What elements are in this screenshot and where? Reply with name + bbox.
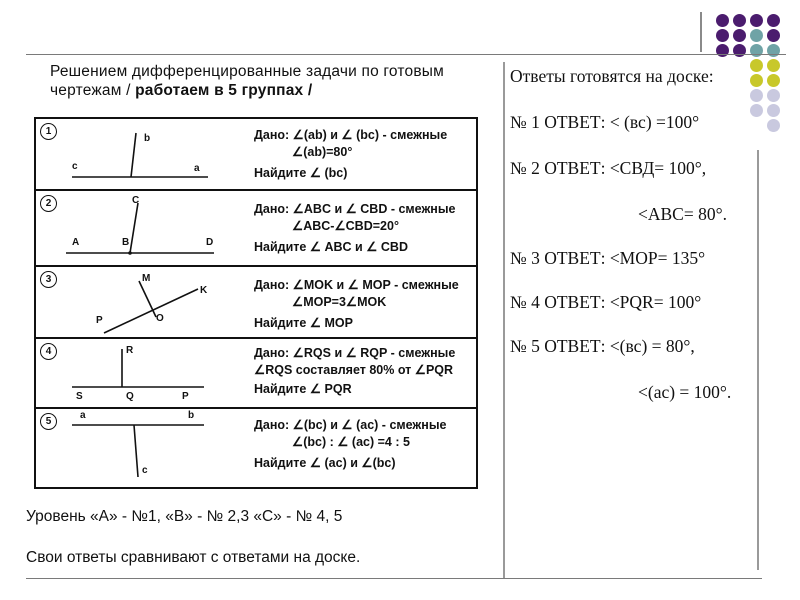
decor-dot [750,44,763,57]
given-line: Дано: ∠(bc) и ∠ (ac) - смежные [254,418,447,432]
decor-dot [767,59,780,72]
answer-2-cont: <АВС= 80°. [638,204,727,224]
given-line: Дано: ∠MOK и ∠ MOP - смежные [254,278,459,292]
label-b-5: b [188,410,195,421]
label-M: M [142,273,151,284]
decor-vertical-line-far [757,150,759,570]
task-3-given [254,277,459,332]
decor-dot [767,44,780,57]
label-P: P [96,315,103,326]
given-line: ∠(bc) : ∠ (ac) =4 : 5 [292,435,410,449]
answer-5-cont: <(ас) = 100°. [638,382,732,402]
tasks-table [34,117,478,489]
label-O: O [156,313,164,324]
ray-b [131,133,136,177]
decor-dot [750,104,763,117]
task-2-find: Найдите ∠ ABC и ∠ CBD [254,240,408,254]
top-rule [26,54,786,55]
given-line: Дано: ∠RQS и ∠ RQP - смежные [254,346,456,360]
decor-dot [750,29,763,42]
task-4-number: 4 [40,343,57,360]
task-4-find: Найдите ∠ PQR [254,382,352,396]
task-1-find: Найдите ∠ (bc) [254,166,348,180]
task-5 [36,409,476,487]
decor-dot [767,119,780,132]
decor-dot [750,59,763,72]
decor-dot [767,74,780,87]
decor-dot [767,14,780,27]
decor-dot [716,44,729,57]
header-line-1: Решением дифференцированные задачи по готовым [50,63,444,80]
answer-5: № 5 ОТВЕТ: <(вс) = 80°, [510,336,695,356]
task-3-number: 3 [40,271,57,288]
task-2-number: 2 [40,195,57,212]
decor-vertical-line-left [503,62,505,578]
label-S: S [76,391,83,402]
decor-dot [767,89,780,102]
label-A: A [72,237,80,248]
given-line: Дано: ∠ABC и ∠ CBD - смежные [254,202,456,216]
decor-vertical-line-right [700,12,702,52]
task-1 [36,119,476,191]
task-5-find: Найдите ∠ (ac) и ∠(bc) [254,456,396,470]
decor-dot [750,14,763,27]
label-a-5: a [80,410,86,421]
task-3-find: Найдите ∠ MOP [254,316,353,330]
task-2-diagram [36,191,251,267]
task-4-given [254,345,455,398]
header-line-2 [50,81,500,100]
given-line: Дано: ∠(ab) и ∠ (bc) - смежные [254,128,448,142]
given-line: ∠RQS составляет 80% от ∠PQR [254,363,454,377]
label-a: a [194,163,200,174]
task-3 [36,267,476,339]
decor-dot [767,104,780,117]
ray-c [134,425,138,477]
decor-dot [716,29,729,42]
label-c-5: c [142,465,148,476]
decor-dot [750,74,763,87]
task-1-number: 1 [40,123,57,140]
answer-1: № 1 ОТВЕТ: < (вс) =100° [510,112,700,132]
answer-4: № 4 ОТВЕТ: <PQR= 100° [510,292,702,312]
bottom-rule [26,578,762,579]
line-pk [104,289,198,333]
worksheet-header [50,62,500,100]
task-4 [36,339,476,409]
given-line: ∠ABC-∠CBD=20° [292,219,399,233]
decor-dot [733,44,746,57]
point-b [128,251,132,255]
label-Q: Q [126,391,134,402]
answer-2: № 2 ОТВЕТ: <СВД= 100°, [510,158,707,178]
compare-text: Свои ответы сравнивают с ответами на доске. [26,549,361,566]
decor-dot [733,14,746,27]
header-line-2-bold: работаем в 5 группах / [135,82,313,99]
label-P-4: P [182,391,189,402]
label-K: K [200,285,208,296]
given-line: ∠MOP=3∠MOK [292,295,387,309]
label-R: R [126,345,134,356]
label-D: D [206,237,214,248]
given-line: ∠(ab)=80° [292,145,353,159]
label-b: b [144,133,151,144]
task-5-given [254,417,446,472]
label-c: c [72,161,78,172]
answer-3: № 3 ОТВЕТ: <МОР= 135° [510,248,706,268]
ray-bc [130,203,138,253]
task-1-diagram [36,119,251,191]
decor-dot [767,29,780,42]
task-5-number: 5 [40,413,57,430]
decor-dot [750,89,763,102]
task-1-given [254,127,447,182]
task-4-diagram [36,339,251,409]
decor-dot [716,14,729,27]
ray-om [139,281,156,317]
label-B: B [122,237,130,248]
task-2-given [254,201,456,256]
task-2 [36,191,476,267]
levels-text: Уровень «А» - №1, «В» - № 2,3 «С» - № 4, 5 [26,508,343,525]
answers-title: Ответы готовятся на доске: [510,66,714,86]
label-C: C [132,195,140,206]
decor-dot [733,29,746,42]
header-line-2-plain: чертежам / [50,82,131,99]
